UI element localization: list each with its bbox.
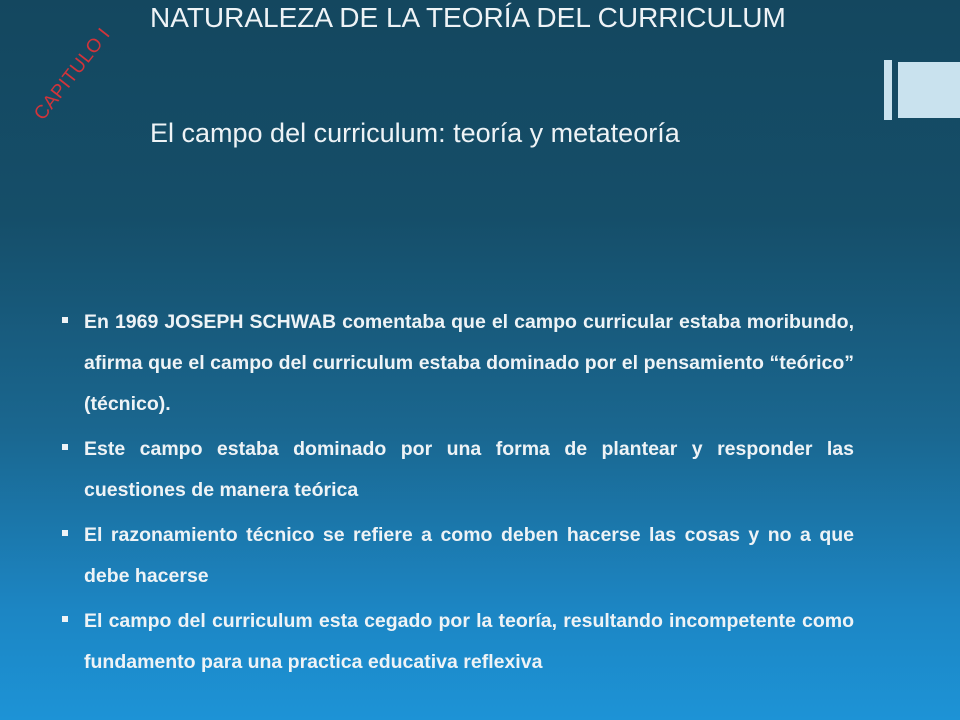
bullet-item <box>62 601 854 683</box>
square-bullet-icon <box>62 616 68 622</box>
square-bullet-icon <box>62 317 68 323</box>
accent-bar <box>884 60 892 120</box>
bullet-text: En 1969 JOSEPH SCHWAB comentaba que el campo curricular estaba moribundo, afirma que el campo del curriculum estaba dominado por el pensamiento “teórico” (técnico). <box>84 311 854 415</box>
bullet-item <box>62 302 854 425</box>
accent-decoration <box>884 60 960 120</box>
accent-block <box>898 62 960 118</box>
chapter-tag: CAPITULO I <box>30 24 115 125</box>
bullet-item <box>62 429 854 511</box>
bullet-text: Este campo estaba dominado por una forma de plantear y responder las cuestiones de manera teórica <box>84 438 854 501</box>
slide-subtitle: El campo del curriculum: teoría y metateoría <box>150 118 680 148</box>
bullet-list <box>62 302 854 687</box>
square-bullet-icon <box>62 444 68 450</box>
bullet-item <box>62 515 854 597</box>
bullet-text: El razonamiento técnico se refiere a como deben hacerse las cosas y no a que debe hacerse <box>84 524 854 587</box>
square-bullet-icon <box>62 530 68 536</box>
slide-title: NATURALEZA DE LA TEORÍA DEL CURRICULUM <box>150 2 786 33</box>
bullet-text: El campo del curriculum esta cegado por la teoría, resultando incompetente como fundamento para una practica educativa reflexiva <box>84 610 854 673</box>
